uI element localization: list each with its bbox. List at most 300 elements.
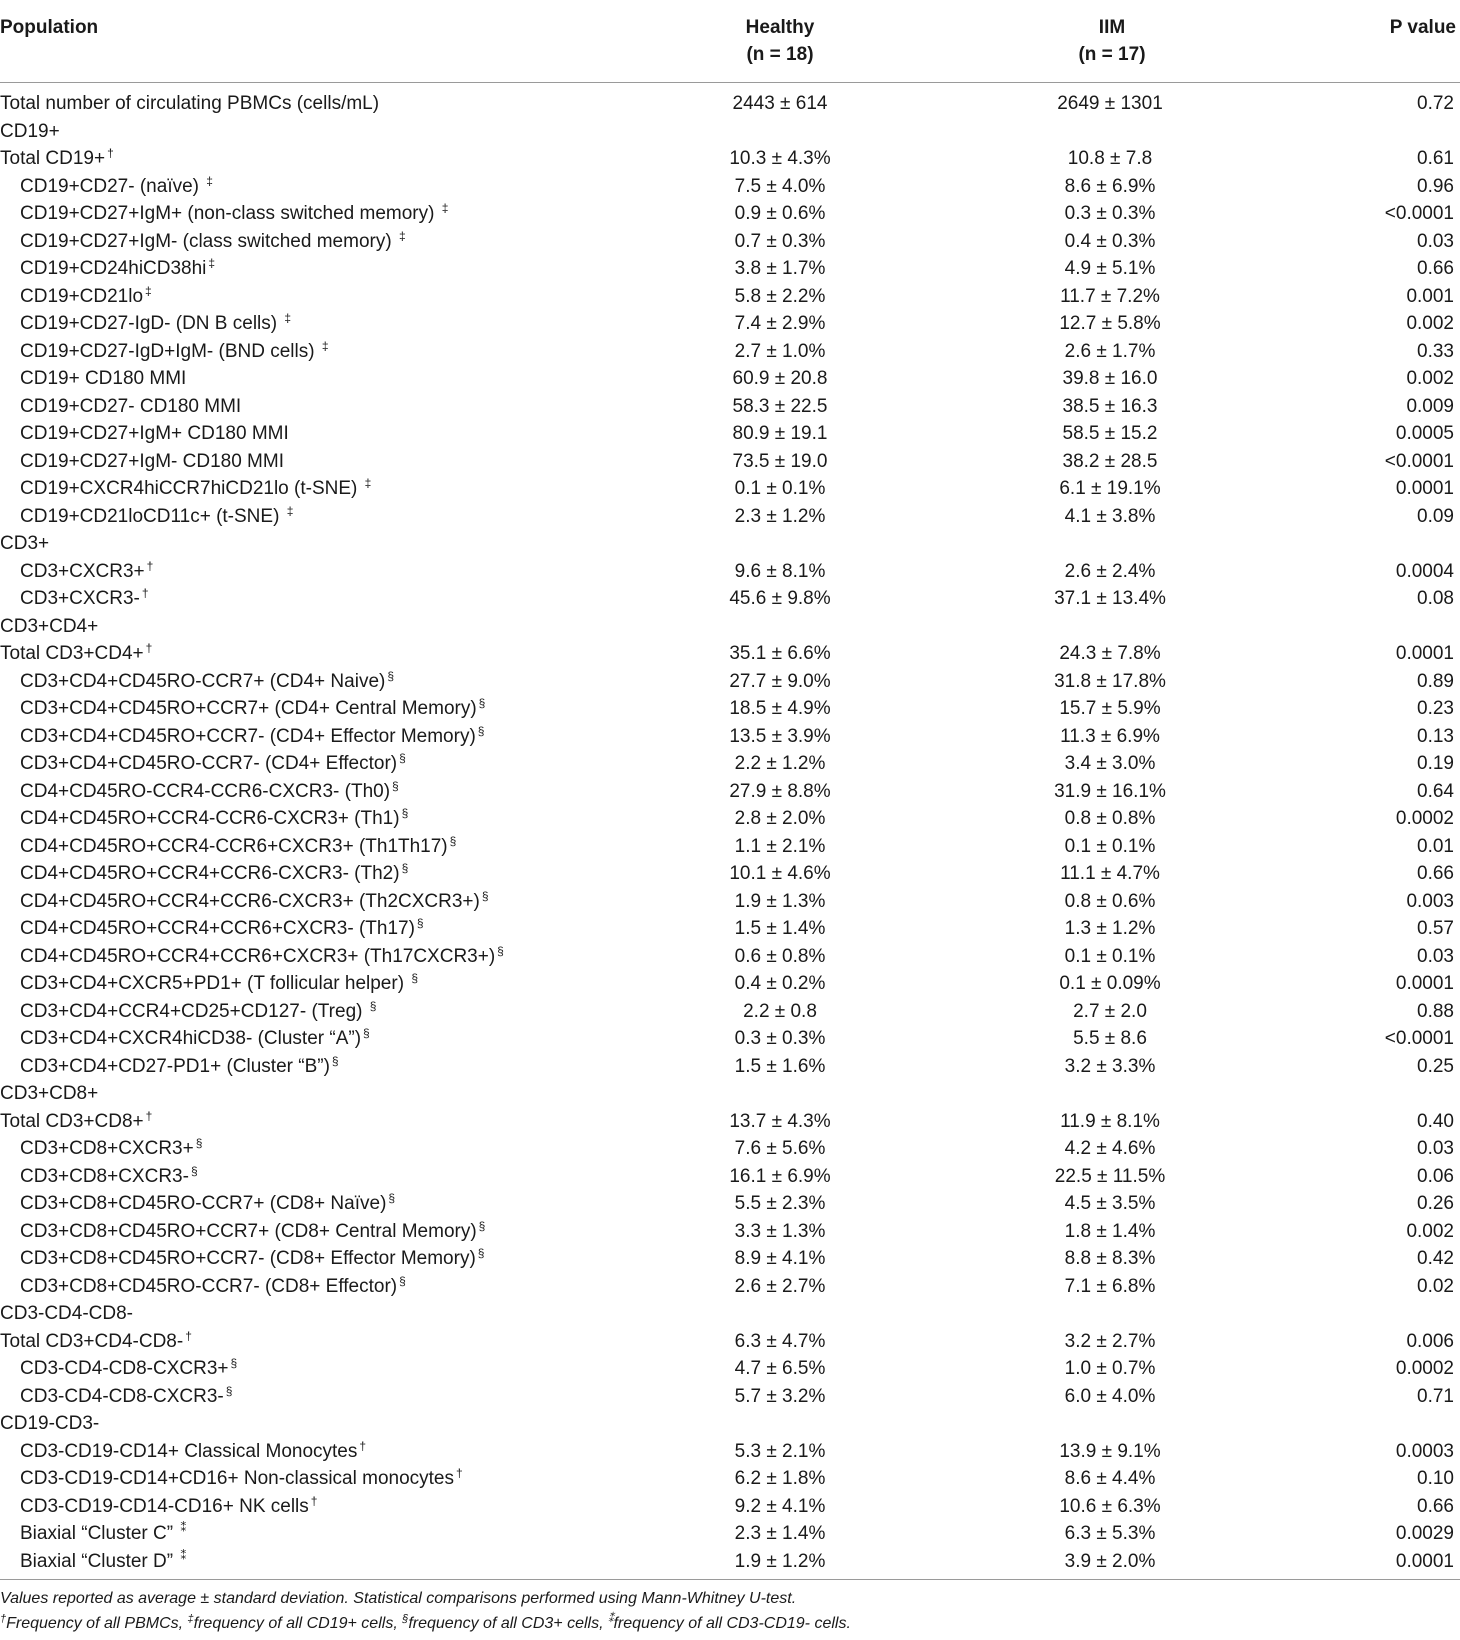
population-cell bbox=[20, 998, 376, 1026]
p-value-cell: 0.0001 bbox=[1395, 643, 1454, 664]
p-value-cell: 0.002 bbox=[1406, 1220, 1454, 1242]
footnote-marker: § bbox=[477, 1246, 485, 1260]
healthy-value-cell: 0.9 ± 0.6% bbox=[734, 203, 826, 224]
iim-value-cell: 3.2 ± 3.3% bbox=[1064, 1055, 1156, 1077]
p-value-cell: 0.03 bbox=[1417, 945, 1454, 967]
footnote-marker: ‡ bbox=[145, 283, 152, 298]
healthy-value-cell: 1.9 ± 1.3% bbox=[734, 890, 826, 912]
healthy-value-cell: 60.9 ± 20.8 bbox=[732, 368, 828, 389]
population-label: CD19+ bbox=[0, 120, 60, 142]
iim-value-cell: 24.3 ± 7.8% bbox=[1059, 643, 1161, 664]
footnote-marker: § bbox=[190, 1163, 198, 1178]
section-label bbox=[0, 530, 49, 558]
p-value-cell: 0.66 bbox=[1417, 258, 1454, 279]
p-value-cell: 0.0001 bbox=[1395, 973, 1454, 994]
footnote-marker: † bbox=[107, 146, 114, 160]
iim-value-cell: 3.9 ± 2.0% bbox=[1064, 1550, 1156, 1572]
table-row bbox=[0, 695, 1460, 723]
population-label: CD3+CXCR3+ bbox=[20, 560, 145, 582]
population-label: CD3+CD4+CD45RO+CCR7+ (CD4+ Central Memory) bbox=[20, 698, 477, 719]
healthy-value-cell: 8.9 ± 4.1% bbox=[734, 1248, 826, 1269]
footnote-marker: § bbox=[477, 723, 485, 738]
footnote-marker: § bbox=[416, 916, 424, 930]
table-row bbox=[0, 585, 1460, 613]
table-row bbox=[0, 1163, 1460, 1191]
iim-value-cell: 5.5 ± 8.6 bbox=[1073, 1028, 1147, 1049]
p-value-cell: 0.96 bbox=[1417, 175, 1454, 197]
p-value-cell: 0.002 bbox=[1406, 313, 1454, 334]
healthy-value-cell: 35.1 ± 6.6% bbox=[729, 643, 831, 664]
healthy-value-cell: 5.5 ± 2.3% bbox=[734, 1193, 826, 1214]
iim-value-cell: 8.8 ± 8.3% bbox=[1064, 1248, 1156, 1269]
healthy-value-cell: 3.3 ± 1.3% bbox=[734, 1220, 826, 1242]
table-row bbox=[0, 778, 1460, 806]
footnote-marker: † bbox=[141, 586, 149, 600]
table-row bbox=[0, 1025, 1460, 1053]
p-value-cell: 0.0029 bbox=[1395, 1523, 1454, 1544]
population-cell bbox=[20, 448, 284, 476]
footnote-marker: § bbox=[401, 861, 409, 875]
population-cell bbox=[20, 723, 484, 751]
p-value-cell: 0.71 bbox=[1417, 1385, 1454, 1407]
population-cell bbox=[20, 1493, 317, 1521]
table-row bbox=[0, 338, 1460, 366]
p-value-cell: 0.72 bbox=[1417, 93, 1454, 114]
healthy-value-cell: 0.3 ± 0.3% bbox=[734, 1028, 826, 1049]
table-row bbox=[0, 365, 1460, 393]
population-cell bbox=[20, 420, 289, 448]
population-label: Total CD3+CD4-CD8- bbox=[0, 1330, 184, 1352]
footnote-marker: ‡ bbox=[208, 256, 216, 270]
double-dagger-mark: ‡ bbox=[187, 1613, 194, 1625]
iim-value-cell: 3.4 ± 3.0% bbox=[1064, 753, 1156, 774]
population-label: Biaxial “Cluster D” bbox=[20, 1550, 179, 1572]
population-label: CD4+CD45RO+CCR4+CCR6-CXCR3+ (Th2CXCR3+) bbox=[20, 890, 480, 912]
table-row bbox=[0, 1108, 1460, 1136]
footnote-marker: § bbox=[449, 833, 457, 848]
population-label: Total number of circulating PBMCs (cells/mL) bbox=[0, 93, 380, 114]
population-cell bbox=[20, 1218, 485, 1246]
footnote-marker: ‡ bbox=[206, 173, 213, 188]
iim-value-cell: 10.6 ± 6.3% bbox=[1059, 1495, 1161, 1517]
population-cell bbox=[20, 1355, 237, 1383]
p-value-cell: <0.0001 bbox=[1384, 450, 1454, 472]
header-population: Population bbox=[0, 17, 99, 38]
healthy-value-cell: 2.2 ± 1.2% bbox=[734, 753, 826, 774]
table-row bbox=[0, 1438, 1460, 1466]
iim-value-cell: 1.0 ± 0.7% bbox=[1064, 1358, 1156, 1379]
footnote-line1: Values reported as average ± standard deviation. Statistical comparisons performed using Mann-Whitney U-test. bbox=[0, 1590, 797, 1607]
footnote-marker: ‡ bbox=[284, 311, 292, 325]
table-row bbox=[0, 1218, 1460, 1246]
iim-value-cell: 0.1 ± 0.1% bbox=[1064, 945, 1156, 967]
table-row bbox=[0, 1465, 1460, 1493]
table-row bbox=[0, 915, 1460, 943]
population-cell bbox=[20, 695, 485, 723]
healthy-value-cell: 5.8 ± 2.2% bbox=[734, 285, 826, 307]
table-row bbox=[0, 1053, 1460, 1081]
healthy-value-cell: 80.9 ± 19.1 bbox=[732, 423, 828, 444]
healthy-value-cell: 4.7 ± 6.5% bbox=[734, 1358, 826, 1379]
footnote-marker: ‡ bbox=[441, 201, 449, 215]
table-row bbox=[0, 393, 1460, 421]
iim-value-cell: 0.1 ± 0.1% bbox=[1064, 835, 1156, 857]
population-label: CD19+CD27+IgM+ CD180 MMI bbox=[20, 423, 289, 444]
population-cell bbox=[20, 310, 291, 338]
iim-value-cell: 12.7 ± 5.8% bbox=[1059, 313, 1161, 334]
section-label bbox=[0, 613, 98, 641]
healthy-value-cell: 0.6 ± 0.8% bbox=[734, 945, 826, 967]
iim-value-cell: 31.9 ± 16.1% bbox=[1054, 780, 1166, 802]
population-cell bbox=[20, 915, 424, 943]
section-label bbox=[0, 1410, 99, 1438]
iim-value-cell: 3.2 ± 2.7% bbox=[1064, 1330, 1156, 1352]
iim-value-cell: 39.8 ± 16.0 bbox=[1062, 368, 1158, 389]
iim-value-cell: 13.9 ± 9.1% bbox=[1059, 1440, 1161, 1462]
healthy-value-cell: 0.4 ± 0.2% bbox=[734, 973, 826, 994]
healthy-value-cell: 9.6 ± 8.1% bbox=[734, 560, 826, 582]
population-label: CD19+CD27+IgM+ (non-class switched memory) bbox=[20, 203, 440, 224]
iim-value-cell: 1.8 ± 1.4% bbox=[1064, 1220, 1156, 1242]
p-value-cell: <0.0001 bbox=[1384, 203, 1454, 224]
population-cell bbox=[0, 640, 152, 668]
footnote-marker: § bbox=[387, 668, 395, 683]
population-label: CD3-CD19-CD14-CD16+ NK cells bbox=[20, 1495, 309, 1517]
table-row bbox=[0, 1548, 1460, 1576]
table-row bbox=[0, 1328, 1460, 1356]
iim-value-cell: 58.5 ± 15.2 bbox=[1062, 423, 1158, 444]
iim-value-cell: 1.3 ± 1.2% bbox=[1064, 918, 1156, 939]
population-label: CD3-CD4-CD8-CXCR3+ bbox=[20, 1358, 229, 1379]
population-label: CD19+CD21loCD11c+ (t-SNE) bbox=[20, 505, 285, 527]
population-cell bbox=[20, 228, 406, 256]
footnote-cd3: frequency of all CD3+ cells, bbox=[408, 1615, 608, 1632]
p-value-cell: 0.88 bbox=[1417, 1000, 1454, 1022]
footnote-marker: § bbox=[411, 971, 418, 985]
p-value-cell: 0.01 bbox=[1417, 835, 1454, 857]
population-label: CD19+CXCR4hiCCR7hiCD21lo (t-SNE) bbox=[20, 478, 363, 499]
section-label bbox=[0, 118, 60, 146]
footnote-marker: § bbox=[369, 998, 377, 1013]
population-cell bbox=[20, 393, 241, 421]
footnote-marker: § bbox=[392, 778, 399, 793]
table-row bbox=[0, 943, 1460, 971]
population-cell bbox=[20, 283, 152, 311]
iim-value-cell: 4.9 ± 5.1% bbox=[1064, 258, 1156, 279]
table-row bbox=[0, 283, 1460, 311]
footnote-marker: § bbox=[401, 806, 409, 820]
iim-value-cell: 0.1 ± 0.09% bbox=[1059, 973, 1161, 994]
healthy-value-cell: 0.1 ± 0.1% bbox=[734, 478, 826, 499]
population-cell bbox=[20, 668, 394, 696]
iim-value-cell: 0.4 ± 0.3% bbox=[1064, 230, 1156, 252]
table-row bbox=[0, 448, 1460, 476]
healthy-value-cell: 3.8 ± 1.7% bbox=[734, 258, 826, 279]
p-value-cell: 0.57 bbox=[1417, 918, 1454, 939]
healthy-value-cell: 6.3 ± 4.7% bbox=[734, 1330, 826, 1352]
iim-value-cell: 6.1 ± 19.1% bbox=[1059, 478, 1161, 499]
population-cell bbox=[20, 970, 418, 998]
healthy-value-cell: 18.5 ± 4.9% bbox=[729, 698, 831, 719]
p-value-cell: <0.0001 bbox=[1384, 1028, 1454, 1049]
table-row bbox=[0, 90, 1460, 118]
iim-value-cell: 6.0 ± 4.0% bbox=[1064, 1385, 1156, 1407]
table-row bbox=[0, 200, 1460, 228]
header-healthy-label: Healthy bbox=[745, 17, 815, 38]
population-cell bbox=[20, 338, 329, 366]
footnote-marker: § bbox=[195, 1136, 203, 1150]
footnote-marker: † bbox=[359, 1438, 367, 1453]
p-value-cell: 0.89 bbox=[1417, 670, 1454, 692]
population-cell bbox=[20, 1273, 406, 1301]
table-row bbox=[0, 723, 1460, 751]
iim-value-cell: 4.5 ± 3.5% bbox=[1064, 1193, 1156, 1214]
iim-value-cell: 11.7 ± 7.2% bbox=[1060, 285, 1160, 307]
p-value-cell: 0.009 bbox=[1406, 395, 1454, 417]
iim-value-cell: 4.1 ± 3.8% bbox=[1064, 505, 1156, 527]
footnote-cd3cd19: frequency of all CD3-CD19- cells. bbox=[613, 1615, 851, 1632]
table-row bbox=[0, 1273, 1460, 1301]
healthy-value-cell: 27.7 ± 9.0% bbox=[729, 670, 831, 692]
footnote-marker: † bbox=[310, 1493, 318, 1508]
footnote-marker: § bbox=[225, 1383, 233, 1398]
population-label: CD19+CD24hiCD38hi bbox=[20, 258, 207, 279]
iim-value-cell: 11.9 ± 8.1% bbox=[1060, 1110, 1160, 1132]
footnote-marker: § bbox=[363, 1026, 370, 1040]
footnote-marker: § bbox=[497, 943, 504, 958]
healthy-value-cell: 2.3 ± 1.4% bbox=[734, 1523, 826, 1544]
population-label: CD3-CD19-CD14+CD16+ Non-classical monocytes bbox=[20, 1468, 454, 1489]
population-label: CD19+CD27-IgD- (DN B cells) bbox=[20, 313, 283, 334]
population-label: CD3-CD4-CD8- bbox=[0, 1303, 134, 1324]
iim-value-cell: 10.8 ± 7.8 bbox=[1067, 148, 1153, 169]
p-value-cell: 0.002 bbox=[1406, 368, 1454, 389]
iim-value-cell: 31.8 ± 17.8% bbox=[1054, 670, 1166, 692]
footnote-pbmc: Frequency of all PBMCs, bbox=[6, 1615, 188, 1632]
p-value-cell: 0.0003 bbox=[1395, 1440, 1454, 1462]
population-cell bbox=[20, 1383, 232, 1411]
population-label: Biaxial “Cluster C” bbox=[20, 1523, 179, 1544]
iim-value-cell: 2649 ± 1301 bbox=[1057, 93, 1163, 114]
population-cell bbox=[20, 805, 408, 833]
population-label: CD4+CD45RO+CCR4-CCR6+CXCR3+ (Th1Th17) bbox=[20, 835, 448, 857]
population-cell bbox=[20, 255, 215, 283]
footnote-marker: § bbox=[481, 888, 489, 903]
healthy-value-cell: 7.4 ± 2.9% bbox=[734, 313, 826, 334]
iim-value-cell: 15.7 ± 5.9% bbox=[1059, 698, 1161, 719]
section-heading-row bbox=[0, 1300, 1460, 1328]
table-row bbox=[0, 310, 1460, 338]
healthy-value-cell: 27.9 ± 8.8% bbox=[729, 780, 831, 802]
population-cell bbox=[20, 1053, 339, 1081]
population-label: CD19-CD3- bbox=[0, 1413, 100, 1434]
population-label: CD19+CD27-IgD+IgM- (BND cells) bbox=[20, 340, 320, 362]
population-cell bbox=[20, 503, 293, 531]
p-value-cell: 0.003 bbox=[1406, 890, 1454, 912]
population-cell bbox=[20, 1438, 366, 1466]
population-cell bbox=[20, 1520, 186, 1548]
healthy-value-cell: 13.7 ± 4.3% bbox=[729, 1110, 831, 1132]
p-value-cell: 0.23 bbox=[1417, 698, 1454, 719]
footnote-marker: § bbox=[478, 1218, 486, 1233]
section-heading-row bbox=[0, 1410, 1460, 1438]
population-label: CD3+CD8+CD45RO-CCR7- (CD8+ Effector) bbox=[20, 1275, 398, 1297]
population-cell bbox=[0, 90, 379, 118]
table-body bbox=[0, 83, 1460, 1575]
iim-value-cell: 11.1 ± 4.7% bbox=[1060, 863, 1160, 884]
p-value-cell: 0.03 bbox=[1417, 230, 1454, 252]
table-row bbox=[0, 420, 1460, 448]
p-value-cell: 0.42 bbox=[1417, 1248, 1454, 1269]
footnote-marker: § bbox=[230, 1356, 238, 1370]
population-label: CD3+CD4+ bbox=[0, 615, 99, 637]
table-row bbox=[0, 173, 1460, 201]
healthy-value-cell: 10.1 ± 4.6% bbox=[729, 863, 831, 884]
section-heading-row bbox=[0, 613, 1460, 641]
healthy-value-cell: 7.5 ± 4.0% bbox=[734, 175, 826, 197]
iim-value-cell: 8.6 ± 6.9% bbox=[1064, 175, 1156, 197]
population-label: CD3+CD4+CCR4+CD25+CD127- (Treg) bbox=[20, 1000, 368, 1022]
dagger-mark: † bbox=[0, 1613, 7, 1625]
section-heading-row bbox=[0, 530, 1460, 558]
population-cell bbox=[20, 1025, 370, 1053]
section-label bbox=[0, 1300, 133, 1328]
population-cell bbox=[20, 1245, 484, 1273]
population-label: CD19+CD27- (naïve) bbox=[20, 175, 205, 197]
population-cell bbox=[20, 365, 186, 393]
table-row bbox=[0, 888, 1460, 916]
healthy-value-cell: 10.3 ± 4.3% bbox=[729, 148, 831, 169]
healthy-value-cell: 6.2 ± 1.8% bbox=[734, 1468, 826, 1489]
section-mark: § bbox=[402, 1613, 409, 1625]
footnote-line2 bbox=[0, 1611, 1460, 1636]
table-header bbox=[0, 0, 1460, 83]
healthy-value-cell: 2.7 ± 1.0% bbox=[734, 340, 826, 362]
footnote-marker: † bbox=[146, 558, 154, 573]
table-row bbox=[0, 998, 1460, 1026]
iim-value-cell: 37.1 ± 13.4% bbox=[1054, 588, 1166, 609]
footnote-marker: § bbox=[388, 1191, 396, 1205]
iim-value-cell: 0.8 ± 0.6% bbox=[1064, 890, 1156, 912]
table-footnotes bbox=[0, 1580, 1460, 1636]
footnote-cd19: frequency of all CD19+ cells, bbox=[193, 1615, 403, 1632]
table-row bbox=[0, 1520, 1460, 1548]
p-value-cell: 0.0002 bbox=[1395, 808, 1454, 829]
p-value-cell: 0.66 bbox=[1417, 863, 1454, 884]
p-value-cell: 0.40 bbox=[1417, 1110, 1454, 1132]
population-cell bbox=[20, 173, 213, 201]
population-label: CD4+CD45RO+CCR4+CCR6+CXCR3+ (Th17CXCR3+) bbox=[20, 945, 496, 967]
p-value-cell: 0.001 bbox=[1406, 285, 1454, 307]
iim-value-cell: 2.7 ± 2.0 bbox=[1073, 1000, 1147, 1022]
section-heading-row bbox=[0, 1080, 1460, 1108]
iim-value-cell: 38.5 ± 16.3 bbox=[1062, 395, 1158, 417]
healthy-value-cell: 45.6 ± 9.8% bbox=[729, 588, 831, 609]
population-label: CD3+ bbox=[0, 533, 50, 554]
p-value-cell: 0.0001 bbox=[1395, 1550, 1454, 1572]
population-label: CD3+CD8+CD45RO+CCR7- (CD8+ Effector Memory) bbox=[20, 1248, 476, 1269]
p-value-cell: 0.0004 bbox=[1395, 560, 1454, 582]
population-cell bbox=[20, 475, 371, 503]
population-cell bbox=[20, 888, 489, 916]
table-row bbox=[0, 860, 1460, 888]
table-row bbox=[0, 668, 1460, 696]
header-iim-n: (n = 17) bbox=[1078, 44, 1146, 65]
population-label: CD19+ CD180 MMI bbox=[20, 368, 187, 389]
healthy-value-cell: 2.6 ± 2.7% bbox=[734, 1275, 826, 1297]
header-iim bbox=[1052, 14, 1172, 68]
population-label: CD3+CD4+CD45RO-CCR7+ (CD4+ Naive) bbox=[20, 670, 386, 692]
footnote-marker: ‡ bbox=[364, 476, 372, 490]
table-row bbox=[0, 503, 1460, 531]
population-cell bbox=[20, 1465, 463, 1493]
population-label: CD19+CD21lo bbox=[20, 285, 144, 307]
population-label: CD3+CD8+CD45RO-CCR7+ (CD8+ Naïve) bbox=[20, 1193, 387, 1214]
p-value-cell: 0.09 bbox=[1417, 505, 1454, 527]
iim-value-cell: 8.6 ± 4.4% bbox=[1064, 1468, 1156, 1489]
healthy-value-cell: 2.2 ± 0.8 bbox=[743, 1000, 817, 1022]
header-iim-label: IIM bbox=[1098, 17, 1126, 38]
header-healthy-n: (n = 18) bbox=[746, 44, 814, 65]
population-label: CD4+CD45RO-CCR4-CCR6-CXCR3- (Th0) bbox=[20, 780, 391, 802]
population-cell bbox=[20, 943, 504, 971]
healthy-value-cell: 73.5 ± 19.0 bbox=[732, 450, 828, 472]
population-label: CD3-CD19-CD14+ Classical Monocytes bbox=[20, 1440, 358, 1462]
table-row bbox=[0, 228, 1460, 256]
population-cell bbox=[20, 1163, 198, 1191]
healthy-value-cell: 9.2 ± 4.1% bbox=[734, 1495, 826, 1517]
healthy-value-cell: 2.3 ± 1.2% bbox=[734, 505, 826, 527]
population-cell bbox=[20, 750, 406, 778]
population-label: Total CD3+CD4+ bbox=[0, 643, 144, 664]
population-cell bbox=[20, 585, 149, 613]
footnote-marker: § bbox=[399, 751, 406, 765]
population-label: CD4+CD45RO+CCR4-CCR6-CXCR3+ (Th1) bbox=[20, 808, 400, 829]
iim-value-cell: 11.3 ± 6.9% bbox=[1060, 725, 1160, 747]
footnote-marker: † bbox=[456, 1466, 463, 1480]
population-label: CD3+CD8+ bbox=[0, 1083, 99, 1104]
table-row bbox=[0, 805, 1460, 833]
table-row bbox=[0, 255, 1460, 283]
p-value-cell: 0.02 bbox=[1417, 1275, 1454, 1297]
p-value-cell: 0.64 bbox=[1417, 780, 1454, 802]
footnote-marker: † bbox=[145, 641, 153, 655]
table-row bbox=[0, 970, 1460, 998]
iim-value-cell: 2.6 ± 2.4% bbox=[1064, 560, 1156, 582]
p-value-cell: 0.0002 bbox=[1395, 1358, 1454, 1379]
healthy-value-cell: 2443 ± 614 bbox=[732, 93, 828, 114]
healthy-value-cell: 7.6 ± 5.6% bbox=[734, 1138, 826, 1159]
population-label: CD19+CD27- CD180 MMI bbox=[20, 395, 242, 417]
table-row bbox=[0, 1493, 1460, 1521]
footnote-marker: † bbox=[185, 1328, 192, 1343]
population-label: CD3+CD4+CD27-PD1+ (Cluster “B”) bbox=[20, 1055, 330, 1077]
healthy-value-cell: 58.3 ± 22.5 bbox=[732, 395, 828, 417]
population-cell bbox=[0, 1328, 192, 1356]
p-value-cell: 0.03 bbox=[1417, 1138, 1454, 1159]
iim-value-cell: 0.3 ± 0.3% bbox=[1064, 203, 1156, 224]
population-cell bbox=[20, 833, 456, 861]
table-row bbox=[0, 145, 1460, 173]
table-row bbox=[0, 1245, 1460, 1273]
p-value-cell: 0.61 bbox=[1417, 148, 1454, 169]
healthy-value-cell: 0.7 ± 0.3% bbox=[734, 230, 826, 252]
iim-value-cell: 22.5 ± 11.5% bbox=[1054, 1165, 1166, 1187]
p-value-cell: 0.06 bbox=[1417, 1165, 1454, 1187]
table-row bbox=[0, 1383, 1460, 1411]
footnote-marker: § bbox=[478, 696, 486, 710]
iim-value-cell: 7.1 ± 6.8% bbox=[1064, 1275, 1156, 1297]
